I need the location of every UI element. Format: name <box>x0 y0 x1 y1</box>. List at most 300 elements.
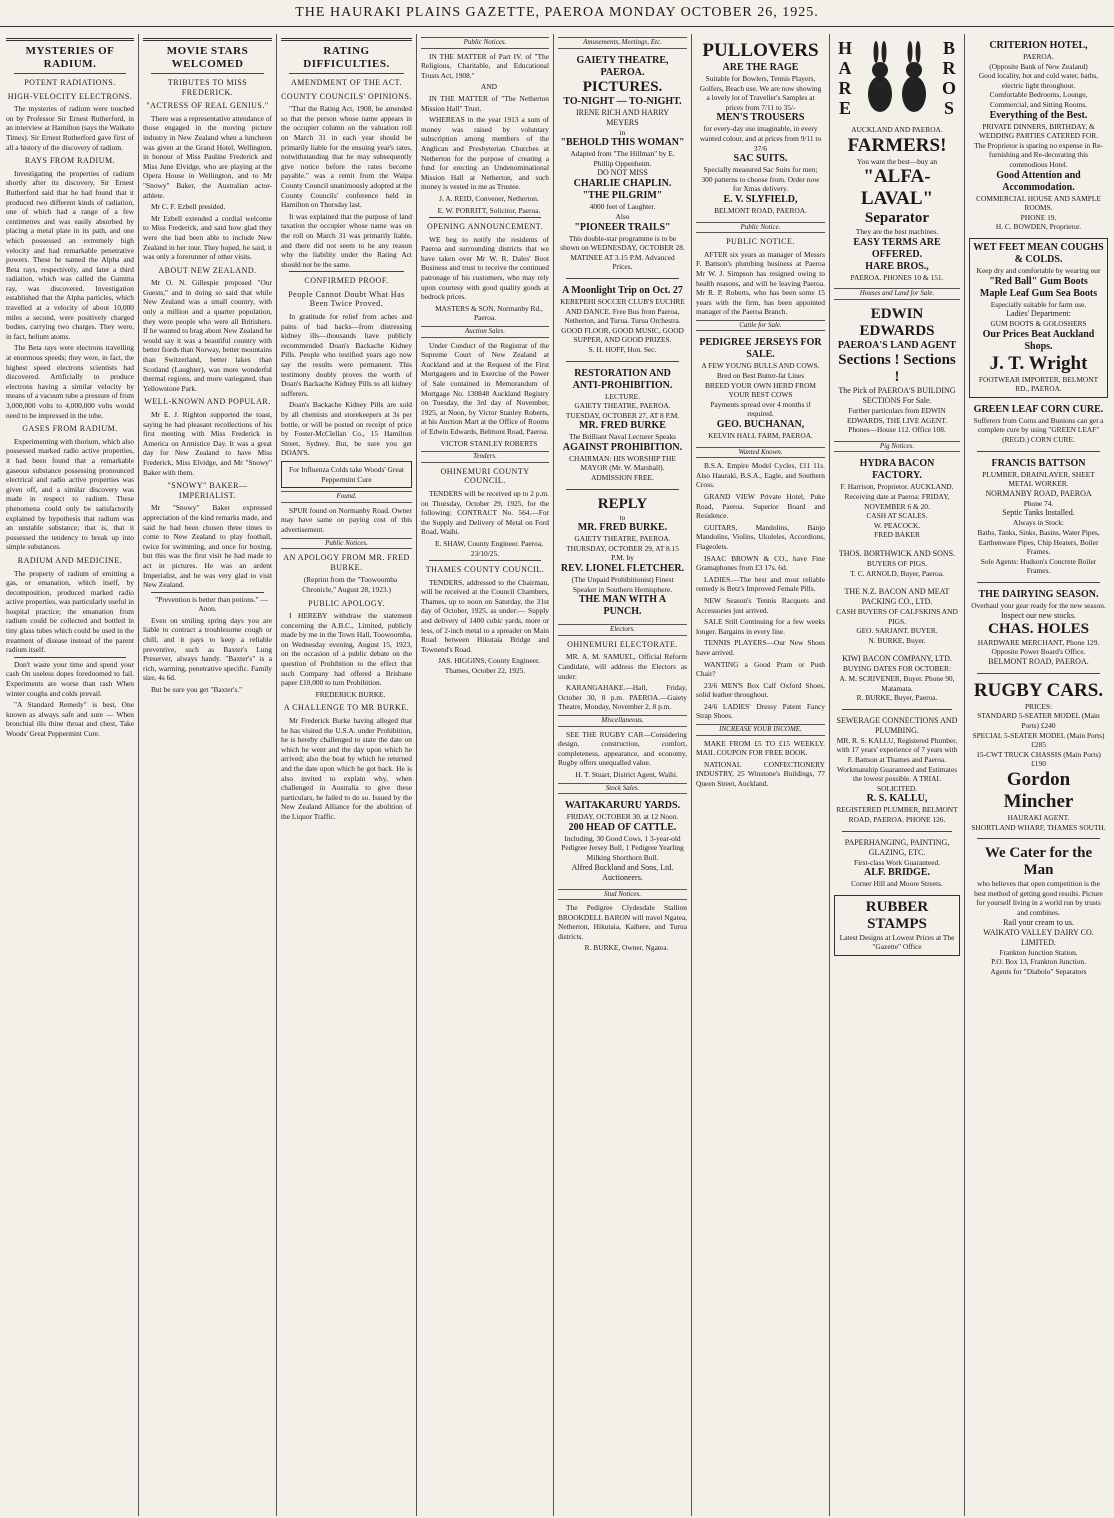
signature: FREDERICK BURKE. <box>315 689 386 699</box>
divider <box>151 592 264 593</box>
ad-heading: CHAS. HOLES <box>988 620 1089 637</box>
ad-heading: MEN'S TROUSERS <box>716 112 805 124</box>
nz-bacon-ad <box>834 584 960 648</box>
ad-heading: SAC SUITS. <box>733 153 788 165</box>
divider <box>14 73 126 74</box>
divider <box>151 73 264 74</box>
ad-line: PAEROA. PHONES 10 & 151. <box>850 272 944 282</box>
section-label: Stud Notices. <box>558 889 687 901</box>
ad-heading: "Red Ball" Gum Boots <box>989 275 1088 287</box>
ad-line: Good locality, hot and cold water, baths, electric light throughout. <box>978 71 1099 90</box>
ad-line: TO-NIGHT — TO-NIGHT. <box>563 95 682 107</box>
section-label: Miscellaneous. <box>558 715 687 727</box>
ad-line: CHAIRMAN: HIS WORSHIP THE MAYOR (Mr. W. Marshall). <box>569 453 676 473</box>
reply-ad <box>558 493 687 622</box>
classified: GRAND VIEW Private Hotel, Puke Road, Paeroa. Superior Board and Residence. <box>696 492 825 521</box>
classified: TENNIS PLAYERS—Our New Shoes have arrived. <box>696 638 825 657</box>
gaiety-ad <box>558 52 687 275</box>
rubber-stamps-ad <box>834 895 960 956</box>
ad-line: Bred on Best Butter-fat Lines <box>716 371 805 381</box>
ad-heading: WET FEET MEAN COUGHS & COLDS. <box>973 241 1104 265</box>
divider <box>977 582 1100 583</box>
ad-line: MR. FRED BURKE <box>579 420 666 432</box>
ad-heading: R. S. KALLU, <box>866 793 928 805</box>
paragraph: (Reprint from the "Toowoomba Chronicle," August 28, 1923.) <box>302 575 398 594</box>
subheading: COUNTY COUNCILS' OPINIONS. <box>281 91 412 101</box>
ad-line: A FEW YOUNG BULLS AND COWS. <box>701 361 820 371</box>
paragraph: SEE THE RUGBY CAR—Considering design, construction, comfort, completeness, appearance, and economy, Rugby offers unequalled value. <box>558 729 687 768</box>
ad-line: This double-star programme is to be shown on WEDNESDAY, OCTOBER 28. <box>560 233 685 253</box>
divider <box>6 38 134 41</box>
ad-line: GEO. SARJANT. BUYER. <box>856 626 938 636</box>
paragraph: Mr Ezbell extended a cordial welcome to Miss Frederick, and said how glad they were she had been able to include New Zealand in her tour. They hoped, he said, it was only a forerunner of other visits. <box>143 213 272 262</box>
ad-line: MR. FRED BURKE. <box>577 522 668 534</box>
wright-footwear-ad <box>969 238 1108 398</box>
ad-line: HARDWARE MERCHANT, Phone 129. <box>977 637 1100 647</box>
ad-line: They are the best machines. <box>855 227 939 237</box>
bros-letters <box>938 38 960 118</box>
ad-line: You want the best—buy an <box>856 156 938 166</box>
divider <box>566 489 679 490</box>
ad-line: "PIONEER TRAILS" <box>574 221 671 233</box>
holes-hardware-ad <box>969 586 1108 670</box>
ad-heading: E. V. SLYFIELD, <box>723 193 798 205</box>
ad-line: F. Harrison, Proprietor. AUCKLAND. <box>840 482 954 492</box>
ad-line: Opposite Power Board's Office. <box>991 647 1086 657</box>
ad-line: GAIETY THEATRE, PAEROA. THURSDAY, OCTOBER 29, AT 8.15 P.M. by <box>566 534 679 563</box>
paragraph: Under Conduct of the Registrar of the Supreme Court of New Zealand at Auckland and at the Request of the First Mortgagees and in Exercise of the Power of Sale contained in Memorandum of Mortgage No. 130848 Auckland Registry on Tuesday, the 3rd day of November, 1925, at Noon, by Victor Stanley Roberts, at his Auction Mart at the Office of Rooms of Edwin Edwards, Belmont Road, Paeroa. <box>421 340 549 436</box>
ad-line: who believes that open competition is the best method of getting good results. Picture for yourself living in a world run by trusts and combines. <box>974 879 1103 917</box>
divider <box>429 217 541 218</box>
ad-line: H. C. BOWDEN, Proprietor. <box>995 222 1082 232</box>
waikato-dairy-ad <box>969 842 1108 979</box>
divider <box>842 709 952 710</box>
section-label: Tenders. <box>421 451 549 463</box>
ad-line: PLUMBER, DRAINLAYER, SHEET METAL WORKER. <box>982 469 1095 489</box>
ad-heading: GREEN LEAF CORN CURE. <box>973 403 1104 415</box>
ad-heading: FARMERS! <box>847 134 947 156</box>
paragraph: KARANGAHAKE.—Hall, Friday, October 30, 8 p.m. PAEROA.—Gaiety Theatre, Monday, November 2, 8 p.m. <box>558 683 687 712</box>
ad-heading: Sections ! Sections ! <box>838 351 956 385</box>
ad-heading: RUBBER STAMPS <box>865 898 929 932</box>
ad-line: Phones—House 112. Office 108. <box>848 425 946 435</box>
ad-line: CASH BUYERS OF CALFSKINS AND PIGS. <box>836 607 958 626</box>
ad-line: PRIVATE DINNERS, BIRTHDAY, & WEDDING PARTIES CATERED FOR. <box>978 121 1099 141</box>
signature: E. W. PORRITT, Solicitor, Paeroa. <box>437 205 541 215</box>
ad-heading: EDWIN EDWARDS <box>859 305 935 339</box>
paragraph: AND <box>480 82 497 92</box>
divider <box>566 361 679 362</box>
quote: "Prevention is better than potions." —Anon. <box>155 594 268 614</box>
ad-line: Rail your cream to us. <box>1003 917 1074 927</box>
ad-line: Receiving date at Paeroa: FRIDAY, NOVEMBER 6 & 20. <box>844 491 950 511</box>
subheading: OHINEMURI COUNTY COUNCIL. <box>440 466 530 486</box>
subheading: OHINEMURI ELECTORATE. <box>567 639 678 649</box>
alfa-laval-ad <box>834 122 960 285</box>
ad-line: CHARLIE CHAPLIN. <box>573 178 672 190</box>
ad-heading: We Cater for the Man <box>984 845 1093 879</box>
ad-line: PRICES: <box>1024 701 1053 711</box>
ad-line: Baths, Tanks, Sinks, Basins, Water Pipes, Earthenware Pipes, Chip Heaters, Boiler Frames. <box>977 528 1100 557</box>
paragraph: In gratitude for relief from aches and pains of bad backs—from distressing kidney ills—thousands have publicly recommended Doan's Backache Kidney Pills. People who testified years ago now say the results were permanent. This testimony doubly proves the worth of Doan's Backache Kidney Pills to all kidney sufferers. <box>281 312 412 398</box>
ad-heading: PULLOVERS <box>702 40 819 61</box>
ad-line: A. M. SCRIVENER, Buyer. Phone 90, Matamata. <box>839 674 955 693</box>
ad-line: The Proprietor is sparing no expense in Re-furnishing and Re-decorating this commodious Hotel. <box>974 140 1103 169</box>
ad-line: R. BURKE, Buyer, Paeroa. <box>856 693 938 703</box>
subheading: AN APOLOGY FROM MR. FRED BURKE. <box>283 553 410 572</box>
paragraph: WHEREAS in the year 1913 a sum of money was raised by voluntary subscription among members of the Anglican and Presbyterian Churches at Netherton for the purpose of creating a fund for erecting an Undenominational Mission Hall at Netherton, and such money is vested in me as Trustee. <box>421 115 549 192</box>
peppermint-ad: For Influenza Colds take Woods' Great Peppermint Cure <box>281 461 412 488</box>
logo-letter: E <box>838 98 851 118</box>
battson-ad <box>969 455 1108 579</box>
signature: VICTOR STANLEY ROBERTS <box>440 438 538 448</box>
pullovers-ad <box>696 37 825 219</box>
ad-line: IRENE RICH AND HARRY MEYERS <box>575 107 670 127</box>
paragraph: Mr E. J. Righton supported the toast, saying he had pleasant recollections of his first meeting with Miss Frederick in America on Armistice Day. It was a great day for New Zealand to have Miss Frederick, Miss Elvidge, and Mr "Snowy" Baker with them. <box>143 410 272 477</box>
ad-heading: RUGBY CARS. <box>973 679 1104 701</box>
article-title-radium: MYSTERIES OF RADIUM. <box>25 45 115 70</box>
paragraph: AFTER six years as manager of Messrs F. Battson's plumbing business at Paeroa Mr W. J. Simpson has resigned owing to health reasons, and will be leaving Paeroa. Mr R. P. Roberts, who has been some 15 years with the firm, has been appointed manager of the Paeroa Branch. <box>696 249 825 317</box>
column-7 <box>830 34 965 1516</box>
ad-heading: PAPERHANGING, PAINTING, GLAZING, ETC. <box>844 837 950 857</box>
ad-line: COMMERCIAL HOUSE AND SAMPLE ROOMS. <box>976 193 1101 213</box>
ad-heading: THE DAIRYING SEASON. <box>978 589 1099 600</box>
subheading: OPENING ANNOUNCEMENT. <box>426 222 544 232</box>
logo-letter: S <box>943 98 954 118</box>
borthwick-ad <box>834 546 960 581</box>
section-label: Cattle for Sale. <box>696 320 825 332</box>
subheading: HIGH-VELOCITY ELECTRONS. <box>7 91 133 101</box>
ad-line: BREED YOUR OWN HERD FROM YOUR BEST COWS <box>705 380 816 400</box>
subheading: AMENDMENT OF THE ACT. <box>291 78 402 87</box>
subheading: PUBLIC NOTICE. <box>726 237 795 247</box>
divider <box>842 831 952 832</box>
ad-heading: Everything of the Best. <box>989 109 1088 121</box>
ad-line: Septic Tanks Installed. <box>1002 508 1075 518</box>
ad-line: Keep dry and comfortable by wearing our <box>976 265 1101 275</box>
paragraph: WE beg to notify the residents of Paeroa and surrounding districts that we have taken over Mr W. R. Dales' Boot Business and trust to receive the continued patronage of his customers, who may rely upon courtesy with good quality goods at bedrock prices. <box>421 234 549 302</box>
classified: SALE Still Continuing for a few weeks longer. Bargains in every line. <box>696 617 825 636</box>
ad-line: GAIETY THEATRE, PAEROA. <box>574 401 671 411</box>
section-label: INCREASE YOUR INCOME. <box>696 724 825 736</box>
ad-line: REV. LIONEL FLETCHER. <box>560 563 685 575</box>
signature: R. BURKE, Owner, Ngatea. <box>584 943 669 953</box>
ad-line: BELMONT ROAD, PAEROA. <box>714 205 807 215</box>
column-3 <box>277 34 417 1516</box>
ad-line: Further particulars from EDWIN EDWARDS, THE LIVE AGENT. <box>846 405 948 425</box>
logo-letter: R <box>838 78 852 98</box>
ad-line: Latest Designs at Lowest Prices at The "Gazette" Office <box>839 932 955 952</box>
ad-heading: FRANCIS BATTSON <box>991 457 1086 469</box>
ad-heading: GAIETY THEATRE, PAEROA. <box>576 54 669 78</box>
stock-sale-ad <box>558 797 687 885</box>
section-label: Found. <box>281 491 412 503</box>
ad-heading: WAIKATO VALLEY DAIRY CO. LIMITED. <box>983 927 1094 947</box>
paragraph: IN THE MATTER of Part IV. of "The Religious, Charitable, and Educational Trusts Act, 1908." <box>421 51 549 80</box>
ad-heading: A Moonlight Trip on Oct. 27 <box>562 284 683 296</box>
signature: J. A. REID, Convener, Netherton. <box>439 193 539 203</box>
ad-line: Especially suitable for farm use. <box>990 299 1087 309</box>
ad-line: (The Unpaid Prohibitionist) Finest Speaker in Southern Hemisphere. <box>571 575 674 594</box>
ad-line: Phone 74. <box>1023 498 1054 508</box>
ad-line: Overhaul your gear ready for the new season. <box>971 601 1106 610</box>
hare-bros-logo <box>834 38 960 118</box>
ad-line: Specially measured Sac Suits for men; 300 patterns to choose from. Order now for Xmas delivery. <box>701 165 820 194</box>
ad-line: N. BURKE, Buyer. <box>868 635 926 645</box>
ad-line: (Opposite Bank of New Zealand) <box>989 61 1088 71</box>
column-8 <box>965 34 1112 1516</box>
ad-heading: SEWERAGE CONNECTIONS AND PLUMBING. <box>836 715 958 735</box>
subheading: RAYS FROM RADIUM. <box>24 156 116 166</box>
ad-line: LECTURE. <box>604 391 641 401</box>
paragraph: Mr C. F. Ezbell presided. <box>151 202 226 212</box>
ad-line: in <box>619 127 626 137</box>
section-label: Amusements, Meetings, Etc. <box>558 37 687 49</box>
ad-line: Suitable for Bowlers, Tennis Players, Golfers, Beach use. We are now showing a lovely lot of Traveller's Samples at prices from 7/11 to 35/- <box>699 74 822 112</box>
ad-line: Sufferers from Corns and Bunions can get a complete cure by using "GREEN LEAF" (REGD.) CORN CURE. <box>973 415 1104 445</box>
ad-line: Frankton Junction Station. <box>999 947 1078 957</box>
ad-line: Agents for "Diabolo" Separators <box>990 966 1087 976</box>
paragraph: The Beta rays were electrons travelling at enormous speeds; they were, in fact, the highest speed electrons scientists had discovered. Artificially to produce electrons having a similar velocity by means of a vacuum tube a pressure of from 3,000,000 volts to 4,000,000 volts would need to be impressed in the tube. <box>6 343 134 420</box>
divider <box>977 673 1100 674</box>
ad-line: Adapted from "The Hillman" by E. Phillip Oppenheim. <box>570 149 675 168</box>
ad-line: CASH AT SCALES. <box>866 511 928 521</box>
divider <box>566 278 679 279</box>
classified: ISAAC BROWN & CO., have Fine Gramaphones from £3 17s. 6d. <box>696 553 825 573</box>
paragraph: Investigating the properties of radium shortly after its discovery, Sir Ernest Rutherford said that he had found that it produced two different kinds of radiation, one of which had a range of a few centimetres and was easily absorbed by placing a metal plate in its path, and one which possessed an extremely high velocity and had remarkable penetrative powers. These he named the Alpha and Beta rays, respectively, and later a third radiation, which was called the Gamma ray, was discovered. Investigation established that the Alpha particles, which travelled at a velocity of about 10,000 miles a second, were positively charged bodies, carrying two charges. They were, in fact, helium atoms. <box>6 168 134 341</box>
section-label: Electors. <box>558 624 687 636</box>
ad-line: "THE PILGRIM" <box>582 190 663 202</box>
divider <box>977 838 1100 839</box>
ad-heading: Good Attention and Accommodation. <box>996 169 1081 193</box>
ad-line: PHONE 19. <box>1020 212 1057 222</box>
ad-heading: PEDIGREE JERSEYS FOR SALE. <box>699 337 822 361</box>
paragraph: It was explained that the purpose of land taxation the occupier whose name was on the roll on March 31 was primarily liable, and there did not seem to be any reason why the liability under the Rating Act should not be the same. <box>281 211 412 269</box>
subheading: "SNOWY" BAKER—IMPERIALIST. <box>167 481 248 500</box>
divider <box>143 38 272 41</box>
ad-heading: Our Prices Beat Auckland Shops. <box>982 328 1095 352</box>
column-2 <box>139 34 277 1516</box>
paragraph: I HEREBY withdraw the statement concerning the A.B.C., Limited, publicly made by me in the Town Hall, Toowoomba, on Wednesday evening, August 15, 1923, on the occasion of a public debate on the question of Prohibition to the effect that such Company had offered a Brisbane paper £10,000 to turn Prohibition. <box>281 611 412 688</box>
columns <box>2 34 1112 1516</box>
ad-heading: PICTURES. <box>582 78 663 95</box>
ad-heading: HYDRA BACON FACTORY. <box>859 458 935 482</box>
restoration-ad <box>558 365 687 486</box>
classified: B.S.A. Empire Model Cycles, £11 11s. Also Hauraki, B.S.A., Eagle, and Southern Cross. <box>696 461 825 490</box>
section-label: Pig Notices. <box>834 441 960 453</box>
ad-line: First-class Work Guaranteed. <box>853 857 941 867</box>
section-label: Public Notices. <box>421 37 549 49</box>
found-notice: SPUR found on Normanby Road. Owner may have same on paying cost of this advertisement. <box>281 505 412 534</box>
ad-line: BUYERS OF PIGS. <box>866 558 928 568</box>
ad-line: Payments spread over 4 months if required. <box>710 399 811 419</box>
subheading: CONFIRMED PROOF. <box>304 276 389 286</box>
subheading: THAMES COUNTY COUNCIL. <box>425 565 545 575</box>
ad-line: 200 HEAD OF CATTLE. <box>568 821 677 833</box>
section-label: Public Notice. <box>696 222 825 234</box>
ad-heading: KIWI BACON COMPANY, LTD. <box>842 654 952 664</box>
logo-letter: H <box>837 38 852 58</box>
article-title-movie-stars: MOVIE STARS WELCOMED <box>166 45 249 70</box>
ad-line: FOOTWEAR IMPORTER, BELMONT RD., PAEROA. <box>978 374 1099 394</box>
ad-heading: CRITERION HOTEL, <box>989 40 1088 51</box>
logo-letter: R <box>942 58 956 78</box>
subheading: A CHALLENGE TO MR BURKE. <box>283 703 410 713</box>
ad-line: SPECIAL 5-SEATER MODEL (Main Ports) £285 <box>972 730 1105 750</box>
ad-line: Also <box>615 211 630 221</box>
section-label: Public Notices. <box>281 538 412 550</box>
ad-line: MATINEE AT 3.15 P.M. Advanced Prices. <box>570 252 675 272</box>
ad-line: Comfortable Bedrooms, Lounge, Commercial, and Sitting Rooms. <box>989 90 1088 109</box>
classified: NEW Season's Tennis Racquets and Accessories just arrived. <box>696 595 825 615</box>
ad-line: "BEHOLD THIS WOMAN" <box>560 137 685 149</box>
ad-line: NORMANBY ROAD, PAEROA <box>985 488 1092 498</box>
divider <box>289 271 404 272</box>
ad-line: W. PEACOCK. <box>873 520 921 530</box>
divider <box>429 560 541 561</box>
ad-line: THE MAN WITH A PUNCH. <box>578 594 667 618</box>
ad-line: Always in Stock: <box>1013 518 1064 528</box>
ad-line: SHORTLAND WHARF, THAMES SOUTH. <box>971 822 1106 832</box>
ad-line: Sole Agents: Hudson's Concrete Boiler Frames. <box>980 556 1097 576</box>
ad-line: BUYING DATES FOR OCTOBER: <box>842 664 952 674</box>
ad-line: TUESDAY, OCTOBER 27, AT 8 P.M. <box>565 410 680 420</box>
jerseys-ad <box>696 334 825 443</box>
ad-heading: WAITAKARURU YARDS. <box>564 800 681 812</box>
ad-line: Workmanship Guaranteed and Estimates the lowest possible. A TRIAL SOLICITED. <box>836 764 958 793</box>
masthead: THE HAURAKI PLAINS GAZETTE, PAEROA MONDAY OCTOBER 26, 1925. <box>0 0 1114 27</box>
ad-line: HAURAKI AGENT. <box>1007 812 1070 822</box>
ad-line: Including, 30 Good Cows, 1 3-year-old Pedigree Jersey Bull, 1 Pedigree Yearling Milking Shorthorn Bull. <box>561 833 684 862</box>
paragraph: Mr O. N. Gillespie proposed "Our Guests," and in doing so said that while New Zealand was a small country, with only a million and a quarter population, they were people who were all Britishers. If he wanted to brag about New Zealand he would say it was a beautiful country with better fiords than Norway, better mountains than Switzerland, better lakes than Scotland (Laughter), was more wonderful thermal regions, and more variegated, than Yellowstone Park. <box>143 278 272 393</box>
hydra-ad <box>834 455 960 543</box>
corn-cure-ad <box>969 401 1108 448</box>
column-6 <box>692 34 830 1516</box>
moonlight-ad <box>558 282 687 358</box>
ad-line: T. C. ARNOLD, Buyer, Paeroa. <box>850 568 944 578</box>
ad-line: STANDARD 5-SEATER MODEL (Main Ports) £240 <box>977 711 1100 730</box>
ad-line: The Brilliant Naval Lecturer Speaks <box>568 432 677 442</box>
subheading: People Cannot Doubt What Has Been Twice Proved. <box>288 289 405 309</box>
paragraph: TENDERS will be received up to 2 p.m. on Thursday, October 29, 1925, for the following: CONTRACT No. 564.—For the Supply and Delivery of Metal on Ford Road, Waihi. <box>421 488 549 537</box>
kiwi-bacon-ad <box>834 651 960 705</box>
subheading: RADIUM AND MEDICINE. <box>17 555 123 565</box>
signature: MASTERS & SON, Normanby Rd., Paeroa. <box>435 303 543 323</box>
subheading: TRIBUTES TO MISS FREDERICK. <box>167 78 248 97</box>
verse-ad: "A Standard Remedy" is best, One known as always safe and sure — When bronchial ills thine throat and chest, Take Woods' Great Peppermint Cure. <box>6 700 134 738</box>
ad-heading: HARE BROS., <box>865 260 929 272</box>
paragraph: MAKE FROM £5 TO £15 WEEKLY. MAIL COUPON FOR FREE BOOK. <box>696 738 825 758</box>
bridge-ad <box>834 835 960 892</box>
edwin-edwards-ad <box>834 303 960 438</box>
ad-line: BELMONT ROAD, PAEROA. <box>988 656 1089 666</box>
ad-heading: Separator <box>864 210 930 227</box>
ad-line: 4000 feet of Laughter. <box>589 202 656 212</box>
paragraph: Mr Frederick Burke having alleged that he has visited the U.S.A. under Prohibition, he is hereby challenged to state the date on which he went and the day upon which he arrived; also the boat by which he returned and the date upon which he got back. He is also invited to explain why, when challenged in Australia to give these particulars, he failed to do so. Issued by the New Zealand Alliance for the abolition of the Liquor Traffic. <box>281 716 412 821</box>
subheading: PUBLIC APOLOGY. <box>308 598 385 608</box>
logo-letter: B <box>942 38 955 58</box>
ad-heading: ALF. BRIDGE. <box>863 867 931 879</box>
ad-line: AGAINST PROHIBITION. <box>562 441 683 453</box>
paragraph: MR. A. M. SAMUEL, Official Reform Candidate, will address the Electors as under: <box>558 652 687 681</box>
paragraph: "That the Rating Act, 1908, be amended so that the person whose name appears in the occupier column on the valuation roll on March 31 in each year should be primarily liable for the ensuing year's rates, notwithstanding that he may subsequently give notice before the rates become payable." was a remit from the Waipa County Council unanimously adopted at the County Councils' conference held in Hamilton on Thursday last. <box>281 104 412 210</box>
signature: H. T. Stuart, District Agent, Waihi. <box>575 769 678 779</box>
ad-heading: Gordon Mincher <box>1003 768 1074 812</box>
hares-icon <box>860 38 934 118</box>
ad-line: Alfred Buckland and Sons, Ltd. Auctioneers. <box>571 862 674 882</box>
paragraph: But be sure you get "Baxter's." <box>151 685 243 695</box>
ad-heading: J. T. Wright <box>989 352 1088 374</box>
criterion-hotel-ad <box>969 37 1108 235</box>
classified: LADIES.—The best and most reliable remedy is Betz's Improved Female Pills. <box>696 574 825 594</box>
ad-heading: THOS. BORTHWICK AND SONS. <box>838 548 956 558</box>
subheading: "ACTRESS OF REAL GENIUS." <box>146 101 269 111</box>
ad-line: MR. R. S. KALLU, Registered Plumber, with 17 years' experience of 7 years with F. Battson at Thames and Paeroa. <box>836 735 958 765</box>
hare-letters <box>834 38 856 118</box>
article-title-rating: RATING DIFFICULTIES. <box>303 45 390 70</box>
classified: 23/6 MEN'S Box Calf Oxford Shoes, solid leather throughout. <box>696 680 825 700</box>
column-4 <box>417 34 554 1516</box>
classified: WANTING a Good Pram or Push Chair? <box>696 659 825 679</box>
divider <box>289 73 404 74</box>
ad-heading: GEO. BUCHANAN, <box>716 419 805 431</box>
kallu-ad <box>834 713 960 828</box>
paragraph: TENDERS, addressed to the Chairman, will be received at the Council Chambers, Thames, up to noon on Saturday, the 31st day of October, 1925, as under:— Supply and delivery of 1400 cubic yards, more or less, of 2-inch metal to a spreader on Main Road between Hikutaia Bridge and Townend's Road. <box>421 577 549 654</box>
divider <box>14 657 126 658</box>
ad-line: FRIDAY, OCTOBER 30. at 12 Noon. <box>566 812 679 822</box>
ad-heading: Maple Leaf Gum Sea Boots <box>979 287 1098 299</box>
ad-line: P.O. Box 13, Frankton Junction. <box>991 957 1086 967</box>
subheading: ABOUT NEW ZEALAND. <box>158 265 257 275</box>
signature: JAS. HIGGINS, County Engineer. Thames, October 22, 1925. <box>438 656 540 676</box>
section-label: Houses and Land for Sale. <box>834 288 960 300</box>
divider <box>281 38 412 41</box>
paragraph: Doan's Backache Kidney Pills are sold by all chemists and storekeepers at 3s per bottle, or will be posted on receipt of price by Foster-McClellan Co., 15 Hamilton Street, Sydney. But, be sure you get DOAN'S. <box>281 400 412 458</box>
ad-line: PAEROA. <box>1023 52 1054 61</box>
ad-line: 15-CWT TRUCK CHASSIS (Main Ports) £190 <box>976 749 1101 769</box>
classified: GUITARS, Mandolins, Banjo Mandolins, Violins, Ukuleles, Accordions, Flageolets. <box>696 522 825 551</box>
paragraph: Experimenting with thorium, which also possessed marked radio active properties, it had been found that a remarkable gaseous substance possessing pronounced electrical and radio active properties was given off, and a similar discovery was made in respect to radium. These phenomena could only be satisfactorily explained by hypothesis that radium was an unstable substance; that is, that it possessed the tendency to break up into simple substances. <box>6 436 134 552</box>
ad-line: DO NOT MISS <box>597 168 648 178</box>
ad-line: Corner Hill and Moore Streets. <box>851 879 943 889</box>
rugby-cars-ad <box>969 677 1108 835</box>
logo-letter: A <box>838 58 852 78</box>
ad-line: KEREPEHI SOCCER CLUB'S EUCHRE AND DANCE. Free Bus from Paeroa, Netherton, and Turua. Turua Orchestra. GOOD FLOOR, GOOD MUSIC, GOOD SUPPER, AND GOOD PRIZES. <box>560 296 685 345</box>
classified: 24/6 LADIES' Dressy Patent Fancy Strap Shoes. <box>696 701 825 721</box>
ad-heading: REPLY <box>597 495 648 512</box>
ad-heading: "ALFA-LAVAL" <box>860 166 934 210</box>
column-1 <box>2 34 139 1516</box>
column-5 <box>554 34 692 1516</box>
paragraph: There was a representative attendance of those engaged in the moving picture industry in New Zealand when a luncheon was given at the Grand Hotel, Wellington, in honour of Miss Pauline Frederick and Miss June Elvidge, who are playing at the Opera House in Wellington, and to Mr "Snowy" Baker, the Australian actor-athlete. <box>143 113 272 200</box>
ad-line: FRED BAKER <box>874 530 920 540</box>
ad-heading: ARE THE RAGE <box>722 62 799 73</box>
section-label: Wanted Known. <box>696 447 825 459</box>
divider <box>977 451 1100 452</box>
ad-heading: EASY TERMS ARE OFFERED. <box>853 236 941 260</box>
ad-line: ADMISSION FREE. <box>591 473 654 483</box>
paragraph: The property of radium of emitting a gas, or emanation, which itself, by decomposition, produced marked radio active properties, was particularly useful in hospital practice; the emanation from radium could be collected and bottled in tiny glass tubes which could be used in the treatment of disease instead of the parent radium itself. <box>6 568 134 655</box>
ad-heading: RESTORATION AND ANTI-PROHIBITION. <box>572 367 673 391</box>
ad-line: KELVIN HALL FARM, PAEROA. <box>708 431 813 441</box>
logo-letter: O <box>941 78 956 98</box>
ad-line: AUCKLAND AND PAEROA. <box>851 125 943 134</box>
subheading: GASES FROM RADIUM. <box>22 424 118 434</box>
paragraph: The Pedigree Clydesdale Stallion BROOKDELL BARON will travel Ngatea, Netherton, Hikutaia, Kaihere, and Turua districts. <box>558 903 687 941</box>
section-label: Auction Sales. <box>421 326 549 338</box>
paragraph: Mr "Snowy" Baker expressed appreciation of the kind remarks made, and said he had been chosen three times to come to New Zealand to play football, twice for swimming, and once for boxing, but this was the first visit he had made to act in pictures. He was an ardent Imperialist, and he was very glad to visit New Zealand. <box>143 503 272 590</box>
verse-ad: Don't waste your time and spend your cash On useless dopes foredoomed to fail. Experiments are worse than rash When winter coughs and colds prevail. <box>6 659 134 698</box>
